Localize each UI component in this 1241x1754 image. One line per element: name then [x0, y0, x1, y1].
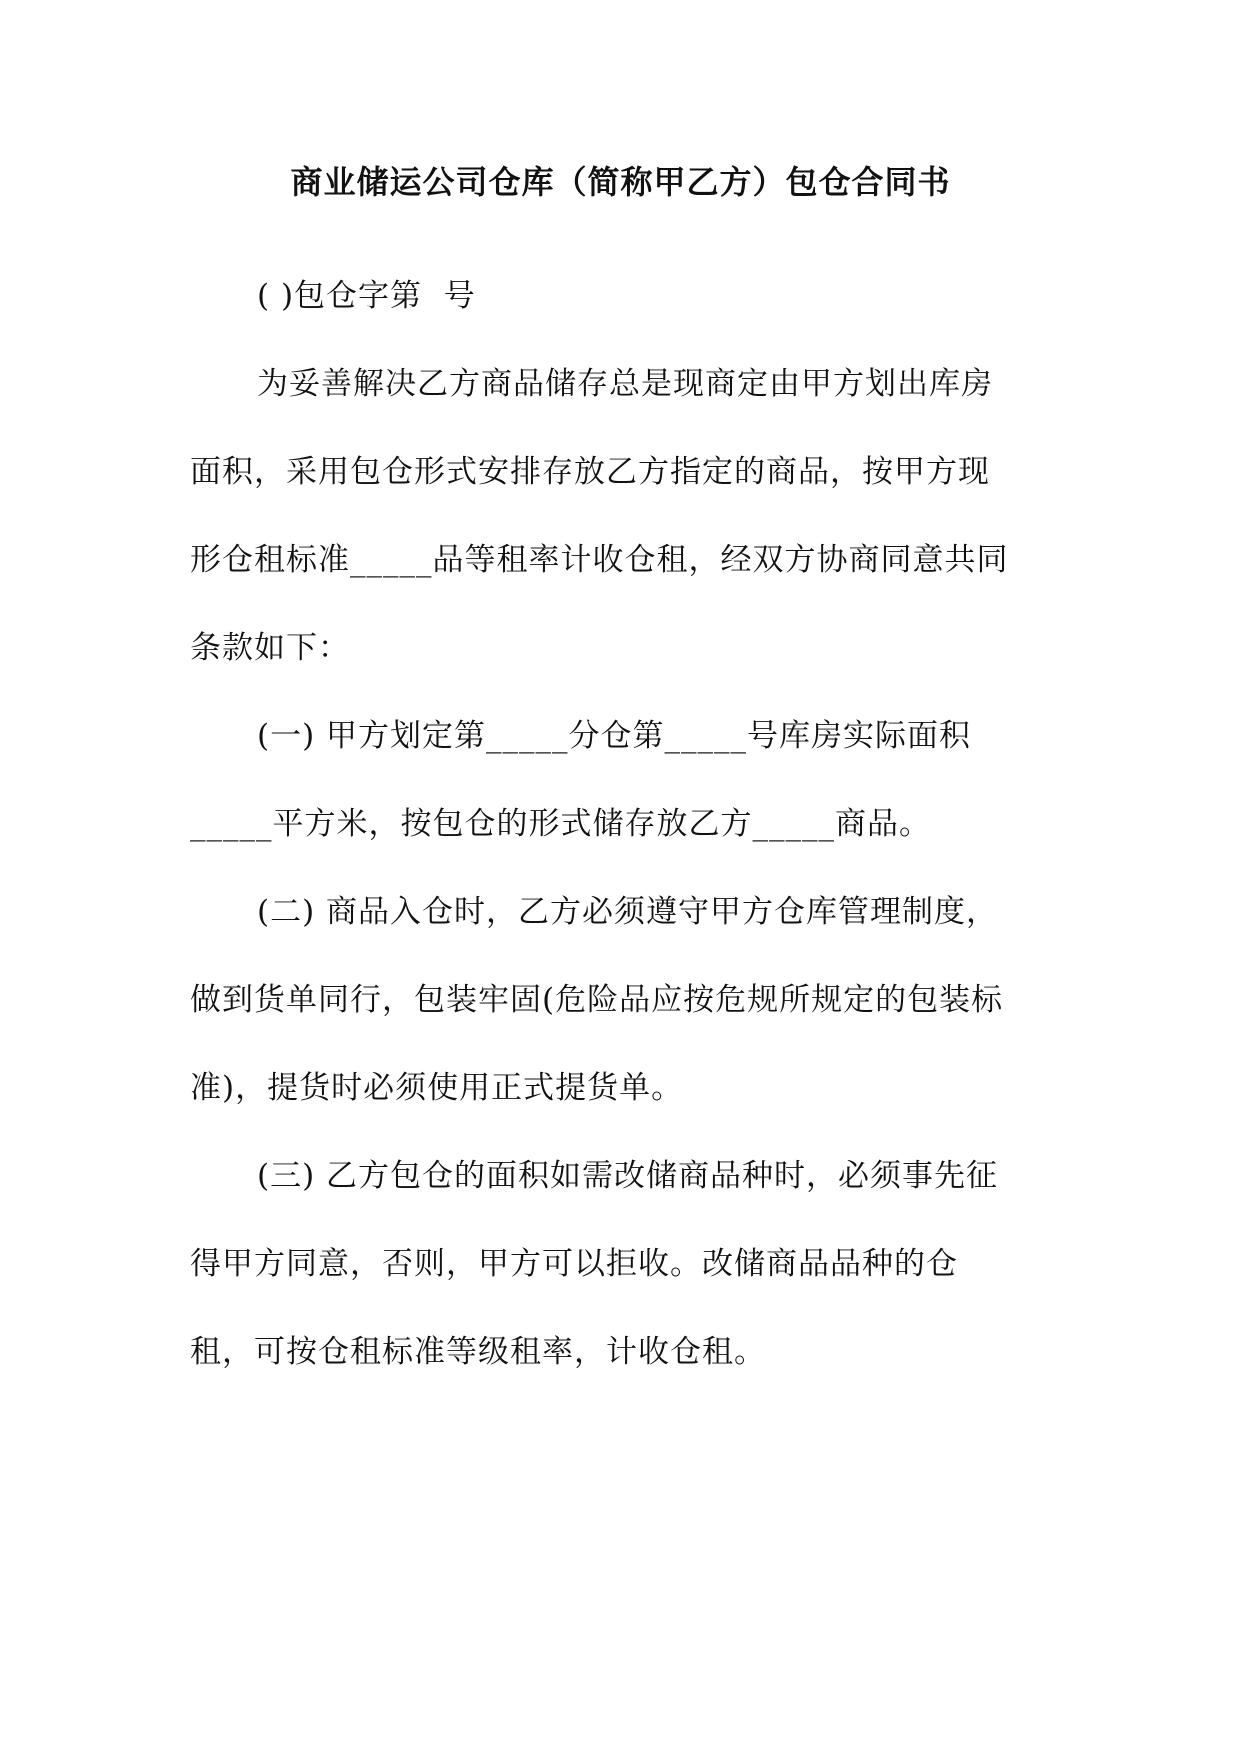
clause-2-line: 准)，提货时必须使用正式提货单。 [190, 1070, 684, 1106]
clause-2-line: 做到货单同行，包装牢固(危险品应按危规所规定的包装标 [190, 982, 1004, 1018]
clause-1-line: (一) 甲方划定第_____分仓第_____号库房实际面积 [257, 718, 972, 754]
paragraph-line: 为妥善解决乙方商品储存总是现商定由甲方划出库房 [257, 366, 993, 402]
clause-3-line: 得甲方同意，否则，甲方可以拒收。改储商品品种的仓 [190, 1246, 958, 1282]
paragraph-line: 形仓租标准_____品等租率计收仓租，经双方协商同意共同 [190, 542, 1009, 578]
paragraph-line: 面积，采用包仓形式安排存放乙方指定的商品，按甲方现 [190, 454, 990, 490]
clause-3-line: (三) 乙方包仓的面积如需改储商品种时，必须事先征 [257, 1158, 999, 1194]
clause-2-line: (二) 商品入仓时，乙方必须遵守甲方仓库管理制度， [257, 894, 999, 930]
clause-1-line: _____平方米，按包仓的形式储存放乙方_____商品。 [190, 806, 931, 842]
paragraph-line: 条款如下： [190, 630, 350, 666]
document-title: 商业储运公司仓库（简称甲乙方）包仓合同书 [290, 163, 951, 201]
contract-number-line: ( )包仓字第 号 [257, 278, 476, 314]
clause-3-line: 租，可按仓租标准等级租率，计收仓租。 [190, 1334, 766, 1370]
